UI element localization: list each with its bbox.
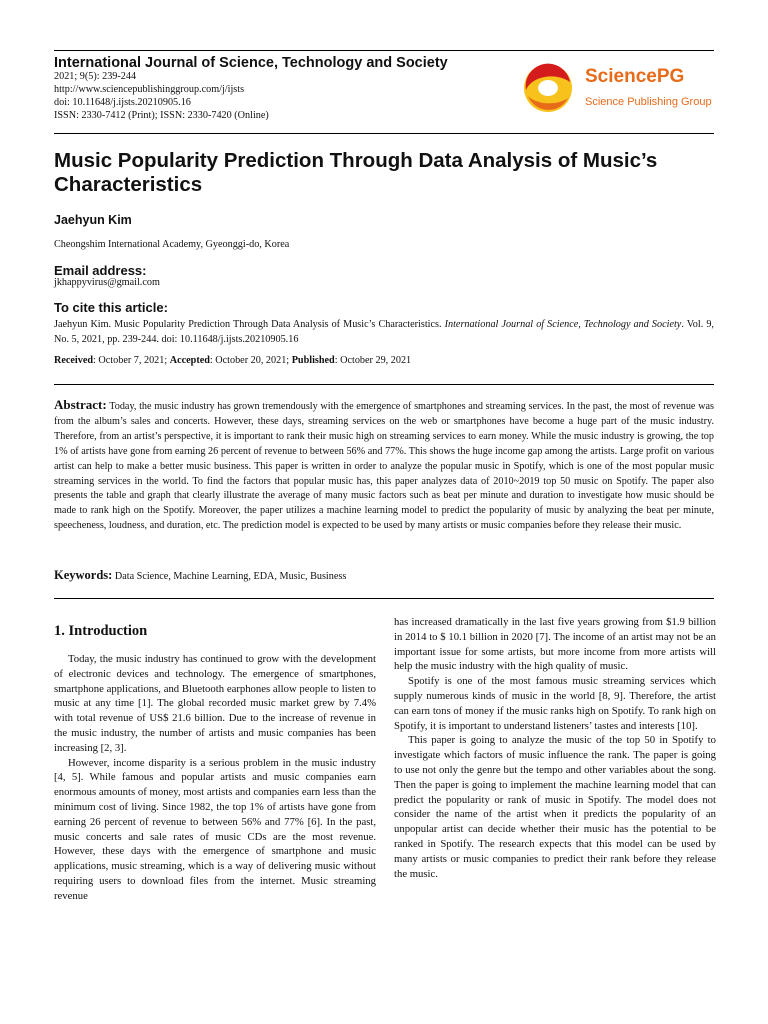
received-label: Received <box>54 355 94 366</box>
section-rule <box>54 384 714 385</box>
keywords <box>54 568 346 583</box>
abstract-rule <box>54 598 714 599</box>
citation-tail: . Vol. 9, No. 5, 2021, pp. 239-244. doi: 10.11648/j.ijsts.20210905.16 <box>54 319 714 345</box>
journal-title: International Journal of Science, Technology and Society <box>54 55 448 71</box>
received-date: : October 7, 2021; <box>93 355 170 366</box>
citation-journal: International Journal of Science, Technology and Society <box>444 319 682 330</box>
published-label: Published <box>291 355 335 366</box>
cite-heading: To cite this article: <box>54 300 168 315</box>
author-name: Jaehyun Kim <box>54 213 132 227</box>
logo-wordmark: SciencePG <box>585 66 685 87</box>
journal-issn: ISSN: 2330-7412 (Print); ISSN: 2330-7420 (Online) <box>54 110 269 121</box>
header-rule <box>54 133 714 134</box>
paragraph: has increased dramatically in the last five years growing from $1.9 billion in 2014 to $ 10.1 billion in 2020 [7]. The income of an artist may not be an important issue for some artists, but more income from more artists will help the music industry with the high quality of music. <box>394 616 716 673</box>
article-dates <box>54 355 411 366</box>
keywords-label: Keywords: <box>54 568 113 582</box>
citation-text <box>54 317 714 347</box>
paper-title: Music Popularity Prediction Through Data Analysis of Music’s Characteristics <box>54 149 658 196</box>
abstract <box>54 398 714 534</box>
journal-doi: doi: 10.11648/j.ijsts.20210905.16 <box>54 97 191 108</box>
journal-issue: 2021; 9(5): 239-244 <box>54 71 137 82</box>
logo-subtitle: Science Publishing Group <box>585 96 712 108</box>
accepted-date: : October 20, 2021; <box>209 355 292 366</box>
intro-heading: 1. Introduction <box>54 623 148 639</box>
citation-plain: Jaehyun Kim. Music Popularity Prediction Through Data Analysis of Music’s Characteristics. <box>54 319 445 330</box>
paragraph: However, income disparity is a serious problem in the music industry [4, 5]. While famous and popular artists and music companies earn enormous amounts of money, most artists and companies earn less than the minimum cost of living. Since 1982, the top 1% of artists have gone from earning 26 percent of revenue to between 56% and 77% [6]. In the past, music concerts and sale rates of music CDs are the most revenue. However, these days with the emergence of smartphone and music applications, music streaming, which is a way of delivering music without requiring users to download files from the internet. Music streaming revenue <box>54 756 376 902</box>
journal-url[interactable]: http://www.sciencepublishinggroup.com/j/ijsts <box>54 84 245 95</box>
abstract-text: Today, the music industry has grown tremendously with the emergence of smartphones and streaming services. In the past, the most of revenue was from the album’s sales and concerts. However, these days, streaming services on the web or smartphones have become a huge part of the music industry. Therefore, from an artist’s perspective, it is important to rank their music high on streaming services to earn money. While the music industry is growing, the top 1% of artists have gone from earning 26 percent of revenue to between 56% and 77%. This shows the huge income gap among the artists. Large profit on various artist can help to make a better music business. This paper is written in order to analyze the popular music in Spotify, which is one of the most popular music streaming services in the world. To find the factors that popular music has, this paper analyzes data of 2010~2019 top 50 music on Spotify. The paper also presents the table and graph that clearly illustrate the average of many music factors such as beat per minute and duration to investigate how music should be made to rank high on the Spotify. Moreover, the paper utilizes a machine learning model to predict the popularity of music by analyzing the beat per minute, speecheness, loudness, and duration, etc. The prediction model is expected to be used by many artists or music companies before they release their music. <box>54 401 714 532</box>
right-column <box>394 615 716 881</box>
paragraph: This paper is going to analyze the music of the top 50 in Spotify to investigate which factors of music influence the rank. The paper is going to use not only the genre but the tempo and other variables about the song. Then the paper is going to implement the machine learning model that can predict the popularity or rank of music in Spotify. The model does not consider the name of the artist when it predicts the popularity of an unpopular artist can decide whether their music has the potential to be ranked in Spotify. The research expects that this model can be used by many artists or music companies to predict their rank before they release the music. <box>394 734 716 880</box>
abstract-label: Abstract: <box>54 397 107 412</box>
paragraph: Today, the music industry has continued to grow with the development of electronic devices and technology. The emergence of smartphones, smartphone applications, and Bluetooth earphones allow people to listen to music at any time [1]. The global recorded music market grew by 7.4% with total revenue of US$ 21.6 billion. Due to the increase of revenue in the music industry, the number of artists and music companies has been increasing [2, 3]. <box>54 653 376 754</box>
accepted-label: Accepted <box>169 355 210 366</box>
paragraph: Spotify is one of the most famous music streaming services which supply numerous kinds of music in the world [8, 9]. Therefore, the artist can earn tons of money if the music ranks high on Spotify. To rank high on Spotify, it is important to understand listeners’ tastes and interests [10]. <box>394 675 716 732</box>
keywords-text: Data Science, Machine Learning, EDA, Music, Business <box>114 571 347 582</box>
top-rule <box>54 50 714 51</box>
left-column <box>54 652 376 904</box>
email-address[interactable]: jkhappyvirus@gmail.com <box>54 277 160 288</box>
email-heading: Email address: <box>54 263 147 278</box>
published-date: : October 29, 2021 <box>334 355 412 366</box>
author-affiliation: Cheongshim International Academy, Gyeonggi-do, Korea <box>54 239 290 250</box>
